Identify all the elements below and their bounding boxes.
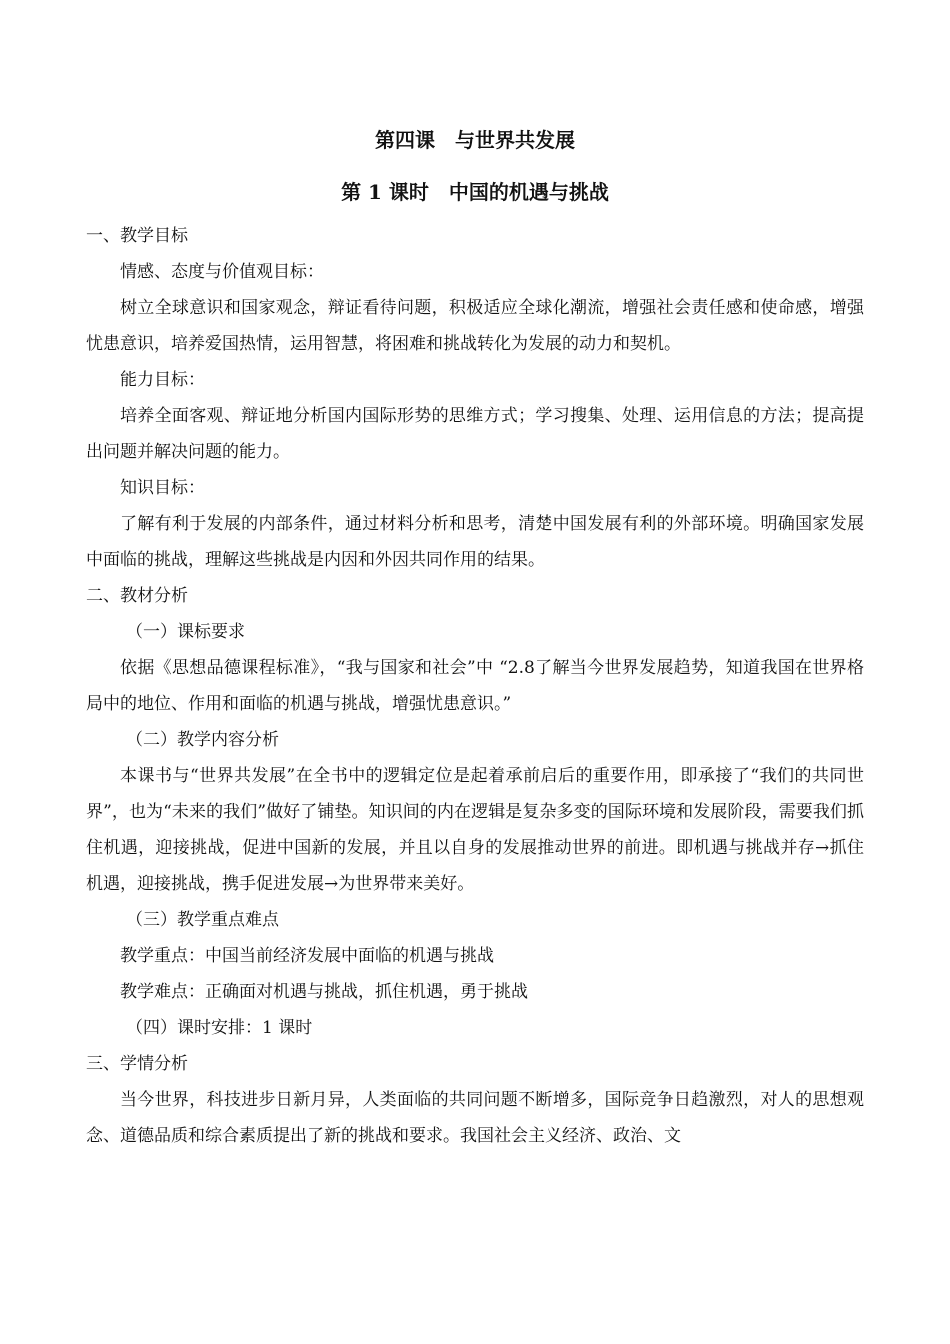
knowledge-goal-label: 知识目标：: [120, 478, 205, 498]
emotion-goal-text: 树立全球意识和国家观念，辩证看待问题，积极适应全球化潮流，增强社会责任感和使命感，增强忧患意识，培养爱国热情，运用智慧，将困难和挑战转化为发展的动力和契机。: [86, 298, 864, 354]
subheading-schedule: （四）课时安排：1 课时: [126, 1018, 313, 1038]
content-analysis-text: 本课书与“世界共发展”在全书中的逻辑定位是起着承前启后的重要作用，即承接了“我们的共同世界”，也为“未来的我们”做好了铺垫。知识间的内在逻辑是复杂多变的国际环境和发展阶段，需要我们抓住机遇，迎接挑战，促进中国新的发展，并且以自身的发展推动世界的前进。即机遇与挑战并存→抓住机遇，迎接挑战，携手促进发展→为世界带来美好。: [86, 766, 864, 894]
difficult-point-text: 教学难点：正确面对机遇与挑战，抓住机遇，勇于挑战: [120, 982, 528, 1002]
subheading-key-difficult: （三）教学重点难点: [126, 910, 279, 930]
subheading-curriculum-standard: （一）课标要求: [126, 622, 245, 642]
section-heading-teaching-goals: 一、教学目标: [86, 226, 188, 246]
lesson-title: 第四课 与世界共发展: [375, 128, 575, 152]
document-page: [86, 120, 864, 1154]
key-point-text: 教学重点：中国当前经济发展中面临的机遇与挑战: [120, 946, 494, 966]
section-heading-student-analysis: 三、学情分析: [86, 1054, 188, 1074]
knowledge-goal-text: 了解有利于发展的内部条件，通过材料分析和思考，清楚中国发展有利的外部环境。明确国家发展中面临的挑战，理解这些挑战是内因和外因共同作用的结果。: [86, 514, 864, 570]
emotion-goal-label: 情感、态度与价值观目标：: [120, 262, 324, 282]
curriculum-standard-text: 依据《思想品德课程标准》，“我与国家和社会”中 “2.8了解当今世界发展趋势，知道我国在世界格局中的地位、作用和面临的机遇与挑战，增强忧患意识。”: [86, 658, 864, 714]
subheading-content-analysis: （二）教学内容分析: [126, 730, 279, 750]
ability-goal-label: 能力目标：: [120, 370, 205, 390]
ability-goal-text: 培养全面客观、辩证地分析国内国际形势的思维方式；学习搜集、处理、运用信息的方法；提高提出问题并解决问题的能力。: [86, 406, 864, 462]
section-heading-material-analysis: 二、教材分析: [86, 586, 188, 606]
lesson-subtitle: 第 1 课时 中国的机遇与挑战: [341, 180, 609, 204]
student-analysis-text: 当今世界，科技进步日新月异，人类面临的共同问题不断增多，国际竞争日趋激烈，对人的思想观念、道德品质和综合素质提出了新的挑战和要求。我国社会主义经济、政治、文: [86, 1090, 864, 1146]
